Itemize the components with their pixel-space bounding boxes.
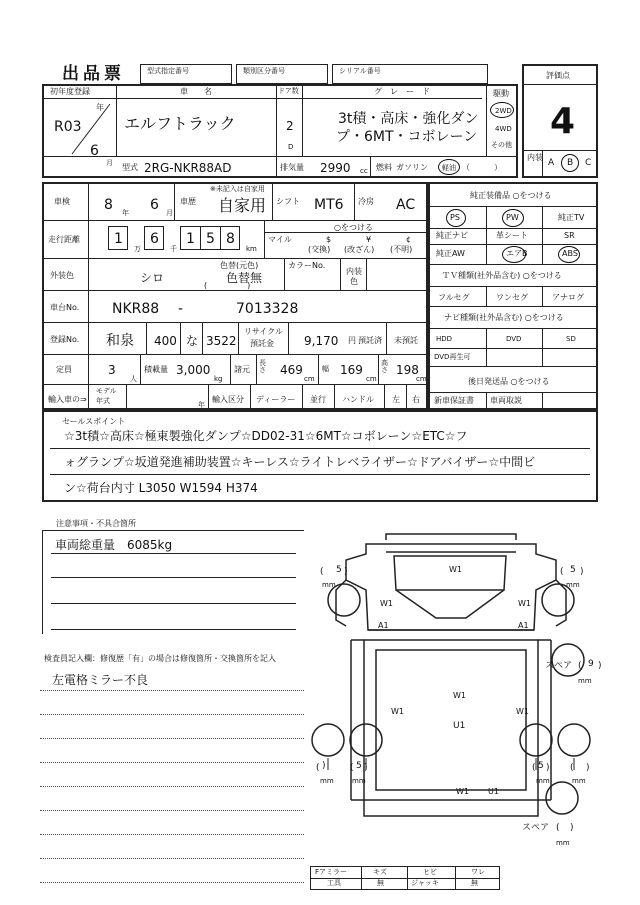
color-value: シロ bbox=[140, 271, 165, 285]
chassis-model: NKR88 bbox=[112, 301, 160, 317]
recycle-fee: 9,170 bbox=[304, 334, 339, 348]
shift-value: MT6 bbox=[314, 197, 344, 213]
doors-value: 2 bbox=[286, 119, 294, 133]
grade-line2: プ・6MT・コボレーン bbox=[336, 129, 478, 145]
sales-line-2: ォグランプ☆坂道発進補助装置☆キーレス☆ライトレベライザー☆ドアバイザー☆中間ビ bbox=[64, 455, 536, 469]
abs-circle bbox=[558, 246, 580, 263]
color-change-value: 色替無 bbox=[226, 271, 263, 285]
inspection-year: 8 bbox=[104, 197, 113, 213]
plate-area: 和泉 bbox=[106, 333, 134, 349]
vehicle-header-block: 初年度登録 R03 年 6 月 車 名 エルフトラック ドア数 2 D グ レ ー ド 3t積・高床・強化ダン プ・6MT・コボレーン 駆動 2WD 4WD その他 型式 2RG-NKR88AD 排気量 2990 cc 燃料 ガソリン 軽油 （ ） bbox=[42, 84, 518, 178]
plate-kana: な bbox=[186, 334, 199, 348]
inspection-month: 6 bbox=[150, 197, 159, 213]
score-box: 評価点 4 内装 A B C bbox=[522, 64, 598, 178]
airbag-circle bbox=[502, 246, 526, 263]
class-field: 類別区分番号 bbox=[236, 64, 328, 84]
type-cert-field: 型式指定番号 bbox=[140, 64, 232, 84]
chassis-number: 7013328 bbox=[236, 301, 299, 317]
height-value: 198 bbox=[396, 363, 419, 377]
reg-month: 6 bbox=[90, 143, 99, 159]
plate-class: 400 bbox=[154, 334, 177, 348]
spec-table: 車検 8 年 6 月 車歴 ※未記入は自家用 自家用 シフト MT6 冷房 AC 走行距離 1 万 6 千 1 5 8 km マイル ○をつける $ (交換) ¥ (改ざん) ¢ (不明) 外装色 シロ 色替(元色) 色替無 ( ) カラーNo. 内装 色 車台No. NKR88 - 7013328 登録No. 和泉 400 な 3522 リサイクル 預託金 9,170 円 預託済 未預託 定員 3 人 積載量 3,000 kg 諸元 長さ 469 cm 幅 169 cm 高さ 198 cm 輸入車の⇒ モデル 年式 年 輸入区分 ディーラー 並行 ハンドル 左 右 bbox=[42, 182, 428, 410]
displacement: 2990 bbox=[320, 161, 351, 175]
score-value: 4 bbox=[550, 101, 576, 142]
usage-value: 自家用 bbox=[218, 196, 267, 215]
load-capacity: 3,000 bbox=[176, 363, 211, 377]
form-title: 出品票 bbox=[62, 64, 125, 84]
gross-weight: 車両総重量 6085kg bbox=[55, 538, 173, 552]
ac-value: AC bbox=[396, 197, 416, 213]
drive-2wd-circle bbox=[490, 102, 514, 118]
fuel-diesel-circle bbox=[438, 159, 460, 175]
model-code: 2RG-NKR88AD bbox=[144, 161, 232, 175]
capacity-value: 3 bbox=[108, 363, 116, 377]
plate-number: 3522 bbox=[206, 334, 237, 348]
ps-circle bbox=[446, 209, 466, 227]
sales-point-box: セールスポイント ☆3t積☆高床☆極東製強化ダンプ☆DD02-31☆6MT☆コボレーン☆ETC☆フ ォグランプ☆坂道発進補助装置☆キーレス☆ライトレベライザー☆ドアバイザー☆中間ビ ン☆荷台内寸 L3050 W1594 H374 bbox=[42, 410, 598, 502]
sales-line-3: ン☆荷台内寸 L3050 W1594 H374 bbox=[64, 481, 258, 495]
equipment-table: 純正装備品 ○をつける PS PW 純正TV 純正ナビ 革シート SR 純正AW エアB ABS ＴＶ種類(社外品含む) ○をつける フルセグ ワンセグ アナログ ナビ種類(社外品含む) ○をつける HDD DVD SD DVD再生可 後日発送品 ○をつける 新車保証書 車両取説 bbox=[428, 182, 598, 410]
legend-table: Fアミラー キズ ヒビ ワレ 工具 無 ジャッキ 無 bbox=[310, 866, 500, 890]
length-value: 469 bbox=[280, 363, 303, 377]
sales-line-1: ☆3t積☆高床☆極東製強化ダンプ☆DD02-31☆6MT☆コボレーン☆ETC☆フ bbox=[64, 429, 468, 443]
notes-box bbox=[42, 530, 304, 634]
pw-circle bbox=[502, 209, 524, 227]
reg-era: R03 bbox=[54, 119, 82, 135]
interior-b-circle bbox=[561, 154, 579, 172]
serial-field: シリアル番号 bbox=[332, 64, 488, 84]
width-value: 169 bbox=[340, 363, 363, 377]
car-name: エルフトラック bbox=[124, 114, 236, 133]
inspector-lines bbox=[40, 690, 304, 890]
inspector-note: 左電格ミラー不良 bbox=[52, 673, 149, 687]
grade-line1: 3t積・高床・強化ダン bbox=[338, 111, 479, 127]
